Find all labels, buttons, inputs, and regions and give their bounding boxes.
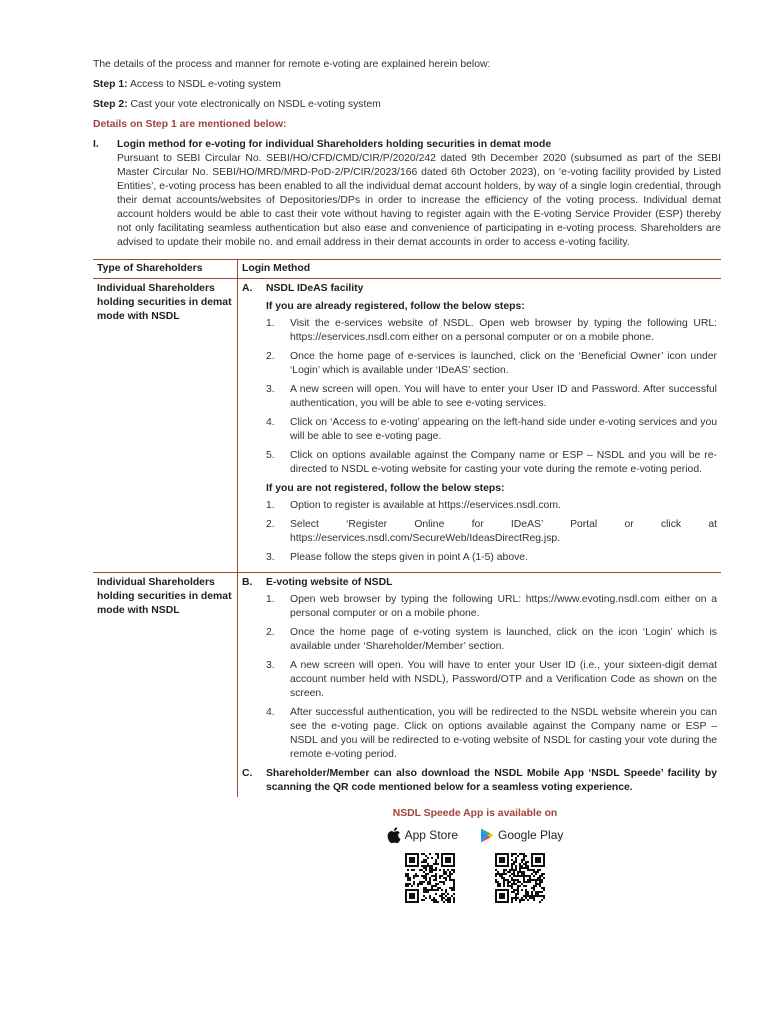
- list-item: 5. Click on options available against the Company name or ESP – NSDL and you will be re-directed to NSDL e-voting website for casting your vote during the remote e-voting period.: [266, 450, 717, 475]
- app-availability: [229, 807, 721, 903]
- option-c: C. Shareholder/Member can also download the NSDL Mobile App ‘NSDL Speede’ facility by scanning the QR code mentioned below for a seamless voting experience.: [242, 768, 717, 793]
- column-header-method: Login Method: [238, 260, 722, 279]
- list-item: 3. A new screen will open. You will have to enter your User ID and Password. After successful authentication, you will be able to see e-voting services.: [266, 384, 717, 409]
- list-item: 3. A new screen will open. You will have to enter your User ID (i.e., your sixteen-digit demat account number held with NSDL), Password/OTP and a Verification Code as shown on the screen.: [266, 660, 717, 699]
- section-heading: I. Login method for e-voting for individual Shareholders holding securities in demat mode: [93, 139, 552, 150]
- step-1: Step 1: Access to NSDL e-voting system: [93, 79, 281, 90]
- qr-code-icon: [405, 853, 455, 903]
- option-heading: B. E-voting website of NSDL: [242, 577, 393, 588]
- list-item: 2. Once the home page of e-voting system is launched, click on the icon ‘Login’ which is available under ‘Shareholder/Member’ section.: [266, 627, 717, 652]
- login-method-cell: [238, 279, 722, 573]
- shareholder-type: Individual Shareholders holding securities in demat mode with NSDL: [93, 573, 238, 798]
- list-item: 4. Click on ‘Access to e-voting’ appearing on the left-hand side under e-voting services and you will be able to see e-voting page.: [266, 417, 717, 442]
- list-item: 1. Open web browser by typing the following URL: https://www.evoting.nsdl.com either on a personal computer or on a mobile phone.: [266, 594, 717, 619]
- list-item: 2. Once the home page of e-services is launched, click on the ‘Beneficial Owner’ icon under ‘Login’ which is available under ‘IDeAS’ section.: [266, 351, 717, 376]
- registered-heading: If you are already registered, follow the below steps:: [266, 301, 525, 312]
- unregistered-heading: If you are not registered, follow the below steps:: [266, 483, 505, 494]
- details-heading: Details on Step 1 are mentioned below:: [93, 119, 287, 130]
- unregistered-steps-list: [266, 499, 717, 565]
- login-method-cell: [238, 573, 722, 798]
- table-row: [93, 279, 721, 573]
- section-body: Pursuant to SEBI Circular No. SEBI/HO/CFD/CMD/CIR/P/2020/242 dated 9th December 2020 (subsumed as part of the SEBI Master Circular No. SEBI/HO/MRD/MRD-PoD-2/P/CIR/2023/166 dated 6th October 2023), on ‘e-voting facility provided by Listed Entities’, e-voting process has been enabled to all the individual demat account holders, by way of a single login credential, through their demat accounts/websites of Depositories/DPs in order to increase the efficiency of the voting process. Individual demat account holders would be able to cast their vote without having to register again with the E-voting Service Provider (ESP) thereby not only facilitating seamless authentication but also ease and convenience of participating in e-voting process. Shareholders are advised to update their mobile no. and email address in their demat accounts in order to access e-voting facility.: [117, 153, 721, 248]
- list-item: 1. Visit the e-services website of NSDL. Open web browser by typing the following URL: https://eservices.nsdl.com either on a personal computer or on a mobile phone.: [266, 318, 717, 343]
- intro-text: The details of the process and manner for remote e-voting are explained herein below:: [93, 59, 491, 70]
- list-item: 1. Option to register is available at https://eservices.nsdl.com.: [266, 500, 561, 511]
- table-row: [93, 573, 721, 798]
- list-item: 4. After successful authentication, you will be redirected to the NSDL website wherein you can see the e-voting page. Click on options available against the Company name or ESP – NSDL and you will be redirected to e-voting website of NSDL for casting your vote during the remote e-voting period.: [266, 707, 717, 760]
- app-title: NSDL Speede App is available on: [392, 808, 558, 819]
- shareholder-type: Individual Shareholders holding securities in demat mode with NSDL: [93, 279, 238, 573]
- qr-code-icon: [495, 853, 545, 903]
- qr-codes: [229, 853, 721, 903]
- step-2: Step 2: Cast your vote electronically on NSDL e-voting system: [93, 99, 381, 110]
- google-play-badge[interactable]: Google Play: [480, 828, 563, 843]
- document-page: [93, 58, 721, 903]
- registered-steps-list: [266, 317, 717, 477]
- column-header-type: Type of Shareholders: [93, 260, 238, 279]
- list-item: 2. Select ‘Register Online for IDeAS’ Portal or click at https://eservices.nsdl.com/SecureWeb/IdeasDirectReg.jsp.: [266, 519, 717, 544]
- evoting-steps-list: [266, 593, 717, 762]
- apple-logo-icon: [387, 827, 401, 843]
- app-store-badge[interactable]: App Store: [387, 827, 458, 843]
- option-heading: A. NSDL IDeAS facility: [242, 283, 364, 294]
- login-method-table: [93, 259, 721, 797]
- list-item: 3. Please follow the steps given in point A (1-5) above.: [266, 552, 528, 563]
- google-play-icon: [480, 828, 494, 843]
- store-badges: [229, 827, 721, 843]
